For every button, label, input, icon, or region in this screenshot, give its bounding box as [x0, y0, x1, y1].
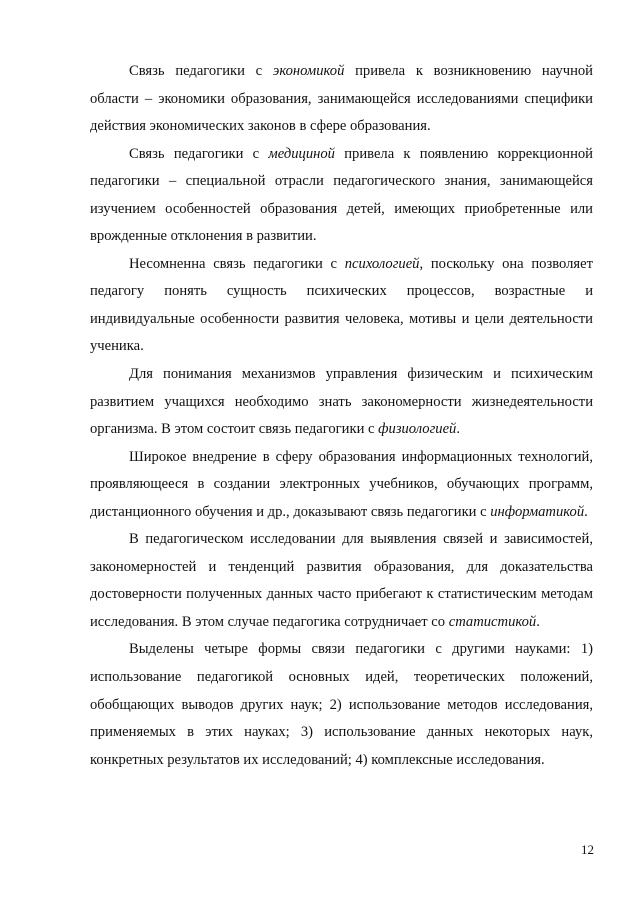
paragraph-text: , поскольку она позволяет педагогу понять сущность психических процессов, возрастные и индивидуальные особенности развития человека, мотивы и цели деятельности ученика. [90, 255, 593, 355]
paragraph-text: привела к возникновению научной области – экономики образования, занимающейся исследованиями специфики действия экономических законов в сфере образования. [90, 63, 593, 135]
paragraph-text: . [456, 421, 460, 438]
paragraph-forms-of-connection [90, 636, 593, 774]
paragraph-text: Связь педагогики с [129, 145, 269, 162]
paragraph-psychology [90, 251, 593, 361]
paragraph-text: . [536, 613, 540, 630]
paragraph-statistics [90, 526, 593, 636]
paragraph-text: Для понимания механизмов управления физическим и психическим развитием учащихся необходимо знать закономерности жизнедеятельности организма. В этом состоит связь педагогики с [90, 366, 593, 438]
paragraph-text: Широкое внедрение в сферу образования информационных технологий, проявляющееся в создании электронных учебников, обучающих программ, дистанционного обучения и др., доказывают связь педагогики с [90, 448, 593, 520]
paragraph-medicine [90, 141, 593, 251]
paragraph-text: Связь педагогики с [129, 63, 273, 79]
document-body [90, 58, 593, 774]
italic-term: физиологией [378, 421, 457, 438]
paragraph-text: . [584, 503, 588, 520]
paragraph-text: привела к появлению коррекционной педагогики – специальной отрасли педагогического знания, занимающейся изучением особенностей образования детей, имеющих приобретенные или врожденные отклонения в развитии. [90, 145, 593, 245]
paragraph-economics [90, 58, 593, 141]
paragraph-text: В педагогическом исследовании для выявления связей и зависимостей, закономерностей и тенденций развития образования, для доказательства достоверности полученных данных часто прибегают к статистическим методам исследования. В этом случае педагогика сотрудничает со [90, 531, 593, 630]
italic-term: статистикой [448, 613, 537, 630]
italic-term: медициной [268, 145, 335, 162]
paragraph-text: Несомненна связь педагогики с [129, 255, 345, 272]
italic-term: экономикой [272, 63, 345, 79]
page-number: 12 [581, 842, 594, 857]
paragraph-informatics [90, 444, 593, 527]
italic-term: психологией [344, 255, 420, 272]
paragraph-physiology [90, 361, 593, 444]
paragraph-text: Выделены четыре формы связи педагогики с другими науками: 1) использование педагогикой основных идей, теоретических положений, обобщающих выводов других наук; 2) использование методов исследования, применяемых в этих науках; 3) использование данных некоторых наук, конкретных результатов их исследований; 4) комплексные исследования. [90, 641, 593, 768]
italic-term: информатикой [490, 503, 585, 520]
